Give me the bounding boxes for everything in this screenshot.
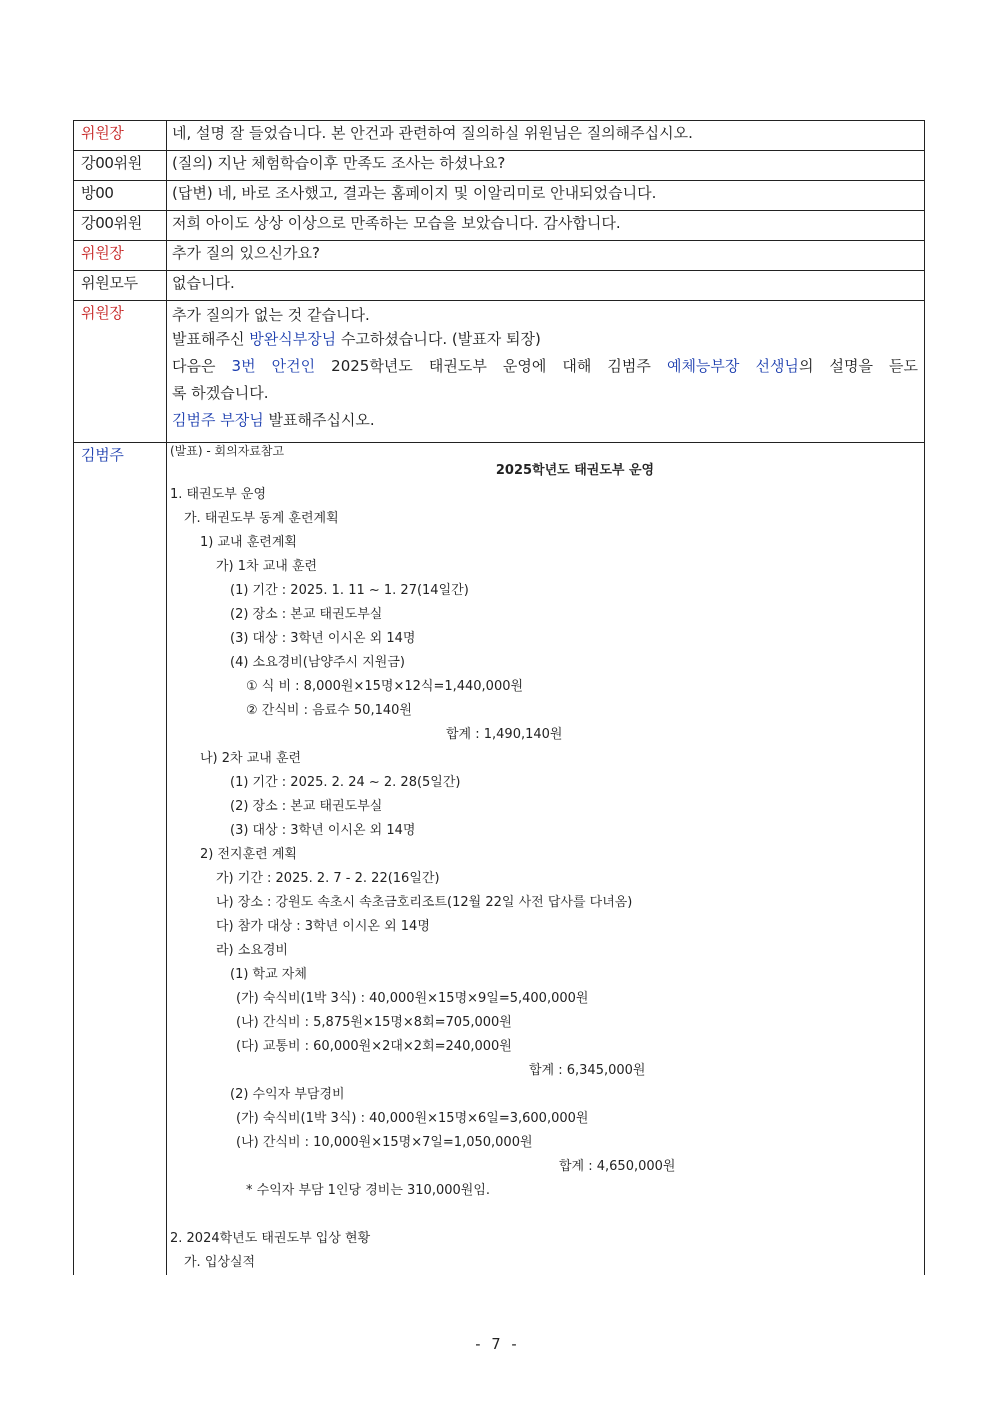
presentation-line: ② 간식비 : 음료수 50,140원: [246, 703, 412, 718]
presentation-line: 나) 장소 : 강원도 속초시 속초금호리조트(12월 22일 사전 답사를 다녀옴): [216, 895, 633, 910]
speech-line: 추가 질의가 없는 것 같습니다.: [172, 306, 370, 324]
presentation-note: (발표) - 회의자료참고: [170, 444, 285, 458]
presentation-line: * 수익자 부담 1인당 경비는 310,000원임.: [246, 1183, 491, 1198]
presentation-line: (1) 기간 : 2025. 2. 24 ~ 2. 28(5일간): [230, 775, 461, 790]
speech-cell: (질의) 지난 체험학습이후 만족도 조사는 하셨나요?: [167, 151, 925, 181]
speaker-cell: 위원장: [74, 121, 167, 151]
speech-cell: 없습니다.: [167, 271, 925, 301]
speech-line: [172, 327, 918, 354]
minutes-row: [74, 181, 925, 211]
presentation-title: 2025학년도 태권도부 운영: [495, 463, 655, 478]
presenter-role: 예체능부장 선생님: [666, 357, 799, 375]
speech-cell: 저희 아이도 상상 이상으로 만족하는 모습을 보았습니다. 감사합니다.: [167, 211, 925, 241]
meeting-minutes-table: [73, 120, 925, 1275]
speech-cell: (답변) 네, 바로 조사했고, 결과는 홈페이지 및 이알리미로 안내되었습니다.: [167, 181, 925, 211]
speech-fragment: 수고하셨습니다. (발표자 퇴장): [336, 330, 541, 348]
minutes-row: [74, 151, 925, 181]
speech-cell: 네, 설명 잘 들었습니다. 본 안건과 관련하여 질의하실 위원님은 질의해주십시오.: [167, 121, 925, 151]
presentation-line: ① 식 비 : 8,000원×15명×12식=1,440,000원: [246, 679, 524, 694]
presentation-line: (가) 숙식비(1박 3식) : 40,000원×15명×6일=3,600,000원: [236, 1111, 589, 1126]
presenter-name: 김범주 부장님: [172, 411, 264, 429]
presentation-line: (2) 수익자 부담경비: [230, 1087, 345, 1102]
minutes-row: [74, 301, 925, 443]
presentation-line: 1) 교내 훈련계획: [200, 535, 297, 550]
presentation-line: 나) 2차 교내 훈련: [200, 751, 302, 766]
presenter-name: 방완식부장님: [249, 330, 337, 348]
speech-fragment: 다음은: [172, 357, 232, 375]
presentation-line: 2) 전지훈련 계획: [200, 847, 297, 862]
presentation-total-line: 합계 : 1,490,140원: [446, 727, 563, 742]
presentation-line: (2) 장소 : 본교 태권도부실: [230, 799, 383, 814]
presentation-line: (1) 학교 자체: [230, 967, 307, 982]
presentation-line: 가. 태권도부 동계 훈련계획: [184, 511, 339, 526]
presentation-line: (4) 소요경비(남양주시 지원금): [230, 655, 405, 670]
minutes-row: [74, 241, 925, 271]
presentation-cell: [167, 443, 925, 1276]
minutes-row: [74, 443, 925, 1276]
speech-fragment: 발표해주십시오.: [263, 411, 375, 429]
minutes-row: [74, 271, 925, 301]
presentation-line: (가) 숙식비(1박 3식) : 40,000원×15명×9일=5,400,000원: [236, 991, 589, 1006]
presentation-line: 다) 참가 대상 : 3학년 이시온 외 14명: [216, 919, 430, 934]
speaker-cell: 위원모두: [74, 271, 167, 301]
minutes-row: [74, 121, 925, 151]
presentation-body: [170, 483, 920, 1275]
presentation-line: (나) 간식비 : 5,875원×15명×8회=705,000원: [236, 1015, 512, 1030]
presentation-line: 2. 2024학년도 태권도부 입상 현황: [170, 1231, 371, 1246]
presentation-line: 가. 입상실적: [184, 1255, 256, 1270]
agenda-item: 3번 안건인: [231, 357, 316, 375]
speaker-cell: 강00위원: [74, 211, 167, 241]
presentation-line: (다) 교통비 : 60,000원×2대×2회=240,000원: [236, 1039, 512, 1054]
speech-line: 록 하겠습니다.: [172, 384, 269, 402]
presentation-total-line: 합계 : 4,650,000원: [559, 1159, 676, 1174]
presentation-line: 1. 태권도부 운영: [170, 487, 267, 502]
speech-fragment: 2025학년도 태권도부 운영에 대해 김범주: [315, 357, 667, 375]
speech-cell: [167, 301, 925, 443]
presentation-line: (3) 대상 : 3학년 이시온 외 14명: [230, 631, 416, 646]
speech-fragment: 의 설명을 듣도: [798, 357, 918, 375]
speaker-cell: 위원장: [74, 241, 167, 271]
presentation-total-line: 합계 : 6,345,000원: [529, 1063, 646, 1078]
page-number: - 7 -: [473, 1335, 519, 1353]
presentation-line: (나) 간식비 : 10,000원×15명×7일=1,050,000원: [236, 1135, 533, 1150]
presentation-line: 가) 기간 : 2025. 2. 7 - 2. 22(16일간): [216, 871, 440, 886]
speech-line: [172, 354, 918, 381]
speech-fragment: 발표해주신: [172, 330, 250, 348]
speaker-cell: 위원장: [74, 301, 167, 443]
speaker-cell: 김범주: [74, 443, 167, 1276]
speaker-cell: 강00위원: [74, 151, 167, 181]
presentation-line: 라) 소요경비: [216, 943, 288, 958]
presentation-line: 가) 1차 교내 훈련: [216, 559, 318, 574]
presentation-line: [170, 1203, 920, 1227]
minutes-row: [74, 211, 925, 241]
speech-line: [172, 408, 918, 435]
presentation-line: (1) 기간 : 2025. 1. 11 ~ 1. 27(14일간): [230, 583, 469, 598]
speaker-cell: 방00: [74, 181, 167, 211]
presentation-line: (3) 대상 : 3학년 이시온 외 14명: [230, 823, 416, 838]
speech-cell: 추가 질의 있으신가요?: [167, 241, 925, 271]
presentation-line: (2) 장소 : 본교 태권도부실: [230, 607, 383, 622]
